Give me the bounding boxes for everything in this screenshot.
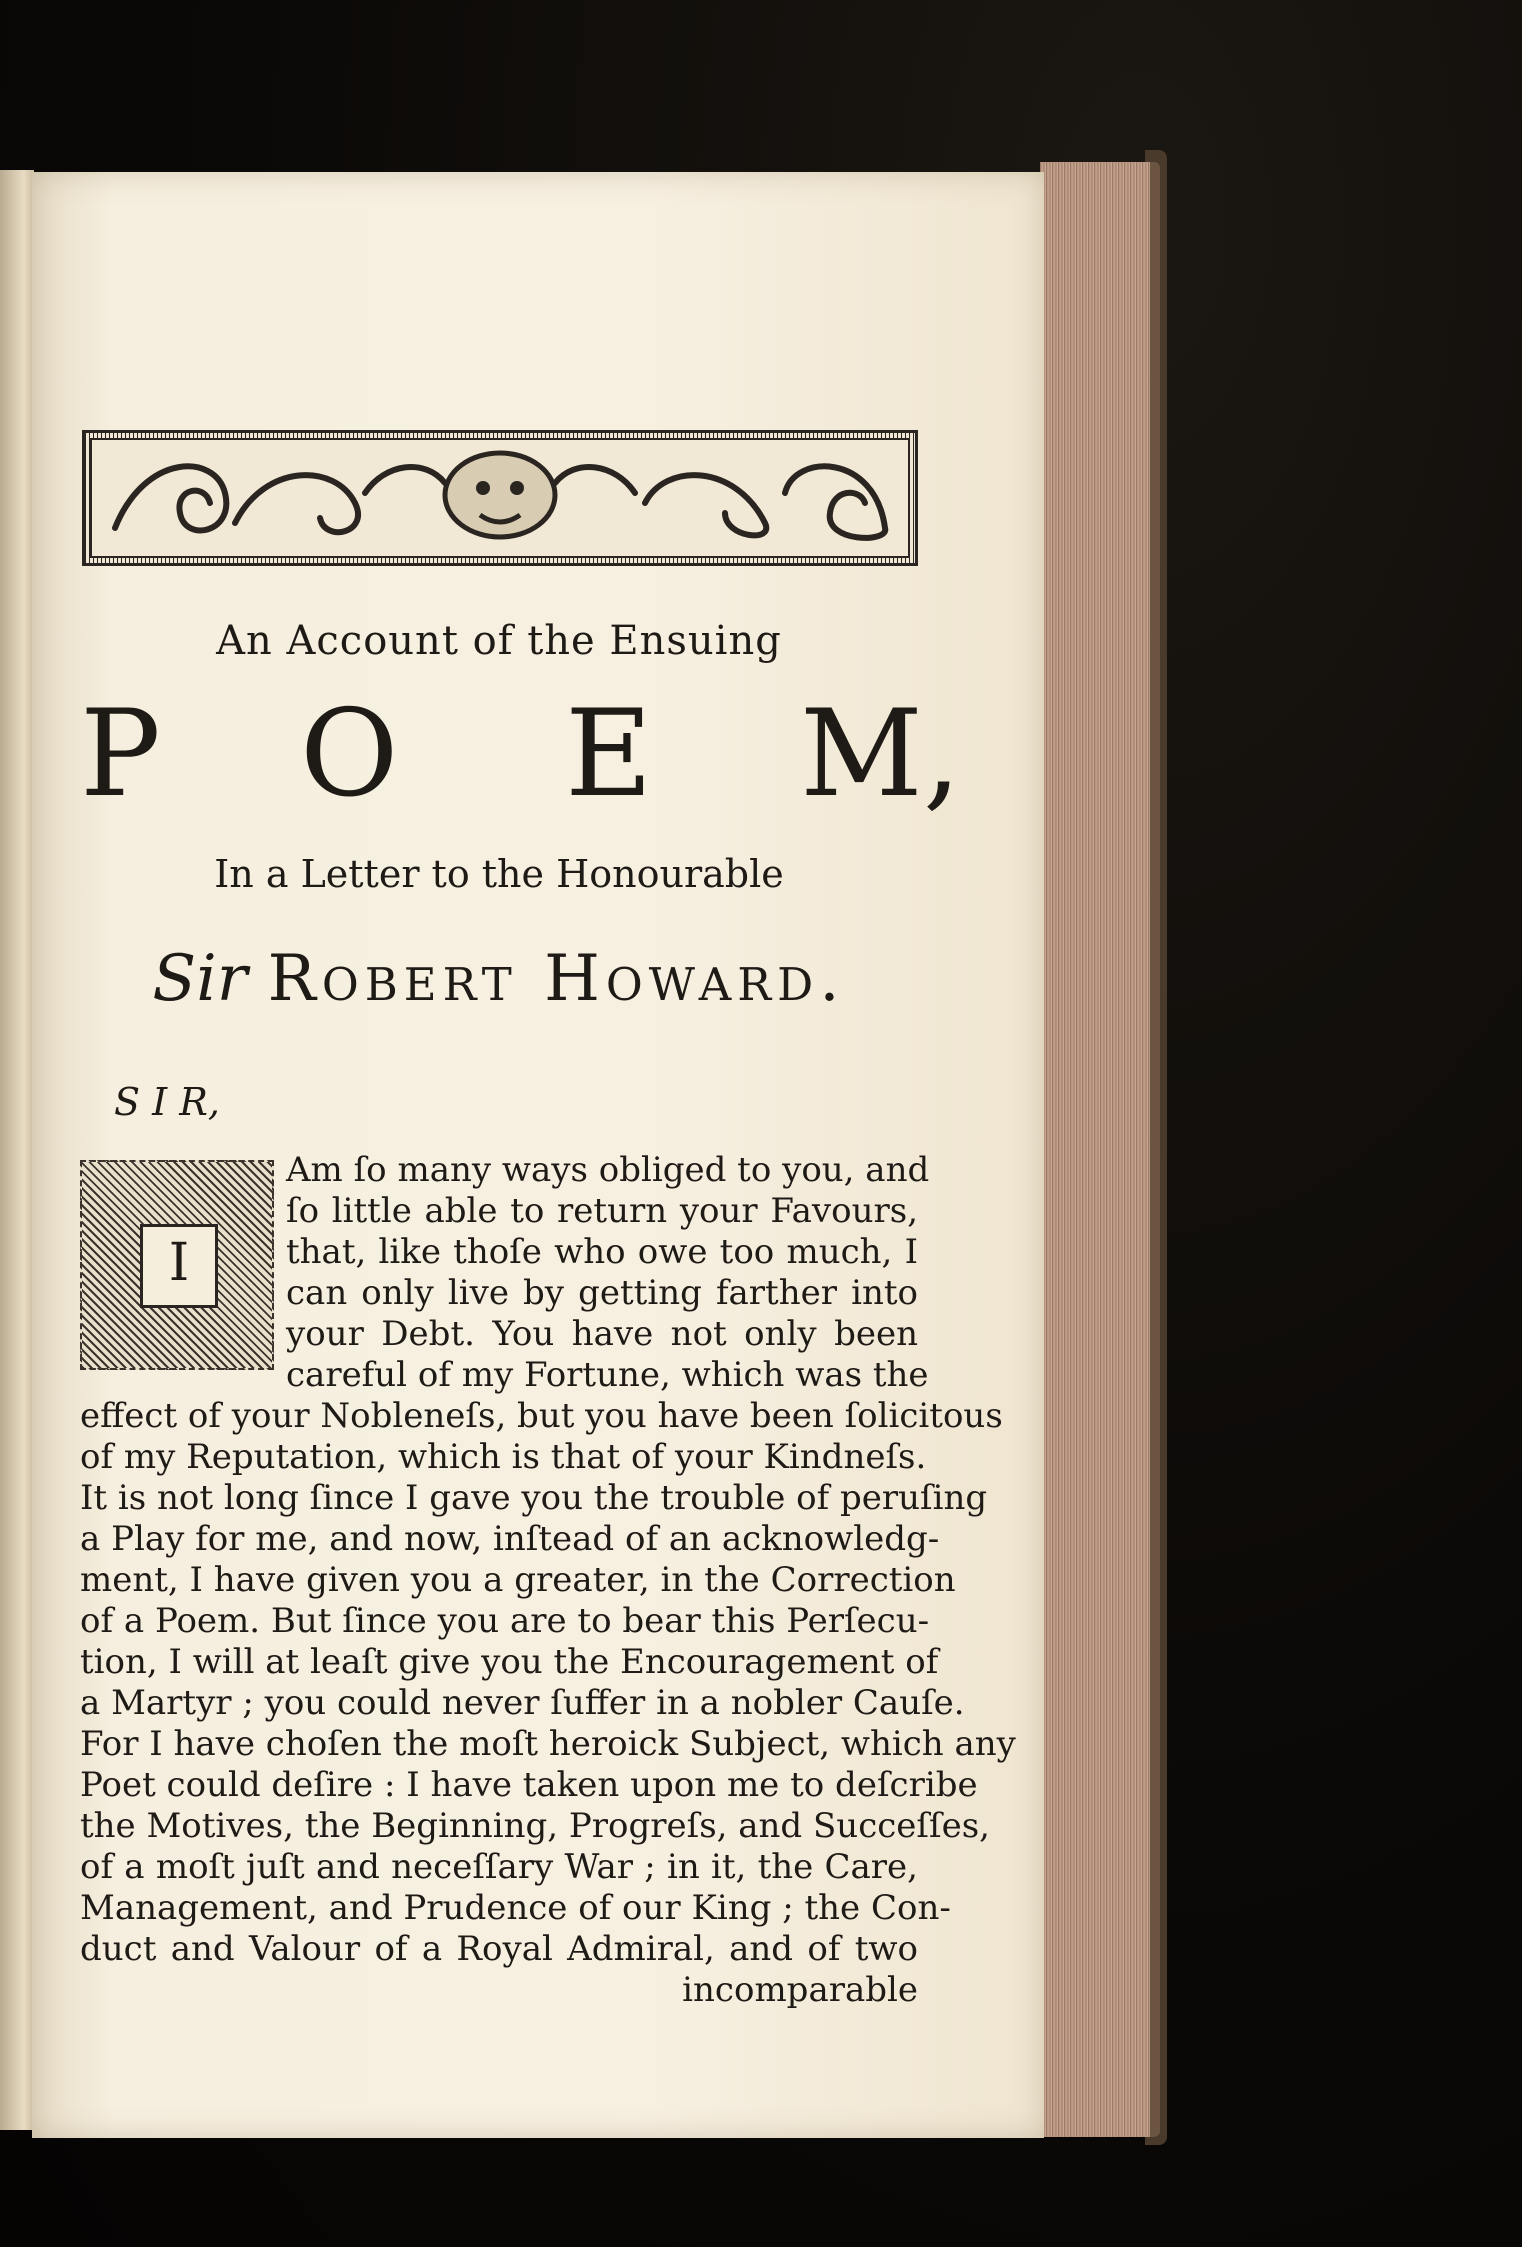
text-line: Poet could deſire : I have taken upon me to deſcribe: [80, 1765, 978, 1805]
addressee-heading: [80, 942, 918, 1016]
poem-letter: P: [80, 685, 161, 824]
poem-heading: [80, 685, 962, 824]
text-line: that, like thoſe who owe too much, I: [286, 1232, 918, 1272]
salutation: S I R,: [114, 1080, 220, 1124]
initial-frame: [140, 1224, 218, 1308]
text-line: careful of my Fortune, which was the: [286, 1355, 929, 1395]
book-page: [32, 172, 1044, 2138]
addressee-prefix: Sir: [152, 942, 248, 1016]
poem-letter: E: [565, 685, 653, 824]
text-line: Management, and Prudence of our King ; the Con-: [80, 1888, 951, 1928]
text-line: Am ſo many ways obliged to you, and: [286, 1150, 930, 1190]
text-line: effect of your Nobleneſs, but you have been ſolicitous: [80, 1396, 1003, 1436]
account-heading: An Account of the Ensuing: [216, 618, 782, 664]
facing-page-edge: [0, 170, 34, 2130]
initial-letter: I: [168, 1233, 190, 1293]
text-line: tion, I will at leaſt give you the Encouragement of: [80, 1642, 939, 1682]
text-line: of a moſt juſt and neceſſary War ; in it, the Care,: [80, 1847, 918, 1887]
text-line: It is not long ſince I gave you the trouble of peruſing: [80, 1478, 988, 1518]
poem-letter: M,: [800, 685, 962, 824]
poem-letter: O: [300, 685, 399, 824]
text-line: of my Reputation, which is that of your Kindneſs.: [80, 1437, 927, 1477]
text-line: ment, I have given you a greater, in the Correction: [80, 1560, 956, 1600]
ornamental-headpiece: [82, 430, 918, 566]
text-line: a Play for me, and now, inſtead of an acknowledg-: [80, 1519, 940, 1559]
addressee-name: Robert Howard.: [267, 942, 846, 1016]
text-line: your Debt. You have not only been: [286, 1314, 918, 1354]
catchword: incomparable: [682, 1970, 918, 2010]
letter-heading: In a Letter to the Honourable: [214, 852, 784, 896]
text-line: the Motives, the Beginning, Progreſs, and Succeſſes,: [80, 1806, 990, 1846]
page-edges: [1040, 162, 1160, 2137]
decorated-initial: [80, 1160, 274, 1370]
text-line: ſo little able to return your Favours,: [286, 1191, 918, 1231]
text-line: duct and Valour of a Royal Admiral, and of two: [80, 1929, 918, 1969]
text-line: a Martyr ; you could never ſuffer in a nobler Cauſe.: [80, 1683, 965, 1723]
text-line: can only live by getting farther into: [286, 1273, 918, 1313]
text-line: of a Poem. But ſince you are to bear this Perſecu-: [80, 1601, 930, 1641]
text-line: For I have choſen the moſt heroick Subject, which any: [80, 1724, 1016, 1764]
